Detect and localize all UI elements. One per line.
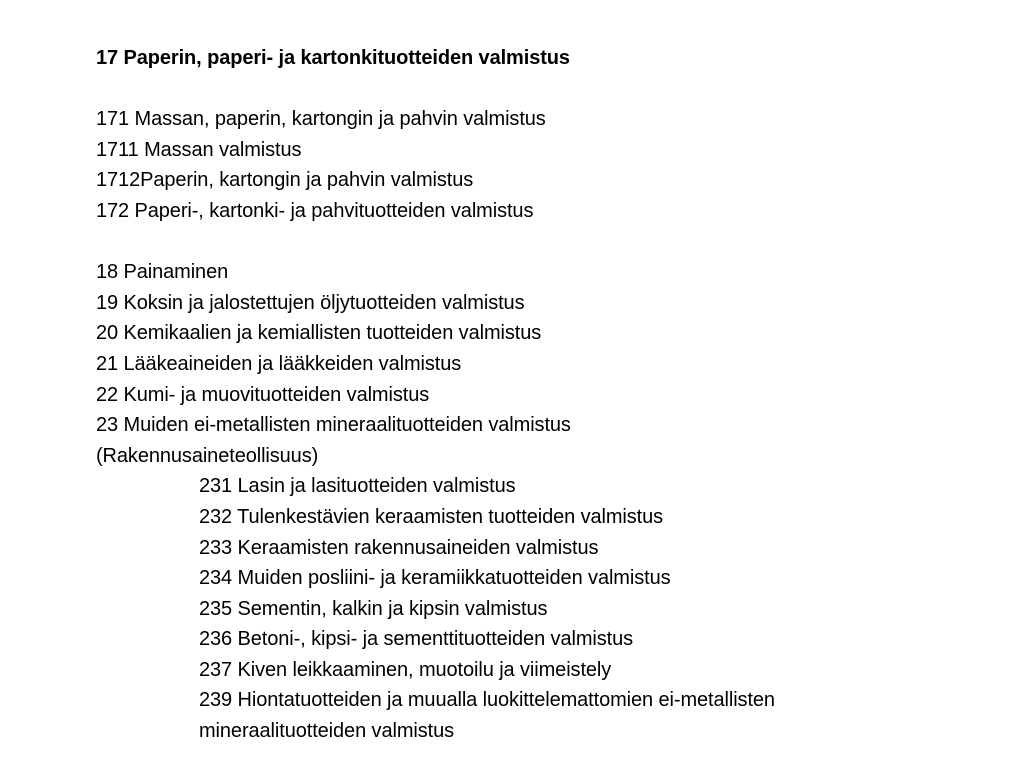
sub-item-234: 234 Muiden posliini- ja keramiikkatuotteiden valmistus	[199, 567, 671, 590]
list-item-19: 19 Koksin ja jalostettujen öljytuotteiden valmistus	[96, 291, 525, 314]
list-item-23-note: (Rakennusaineteollisuus)	[96, 444, 319, 467]
list-item-171: 171 Massan, paperin, kartongin ja pahvin valmistus	[96, 108, 546, 131]
list-item-20: 20 Kemikaalien ja kemiallisten tuotteiden valmistus	[96, 322, 542, 345]
list-item-1711: 1711 Massan valmistus	[96, 138, 302, 161]
sub-item-239-cont: mineraalituotteiden valmistus	[199, 720, 455, 743]
list-item-21: 21 Lääkeaineiden ja lääkkeiden valmistus	[96, 352, 462, 375]
sub-item-235: 235 Sementin, kalkin ja kipsin valmistus	[199, 597, 548, 620]
sub-item-232: 232 Tulenkestävien keraamisten tuotteiden valmistus	[199, 505, 664, 528]
sub-item-239: 239 Hiontatuotteiden ja muualla luokittelemattomien ei-metallisten	[199, 689, 775, 712]
list-item-172: 172 Paperi-, kartonki- ja pahvituotteiden valmistus	[96, 199, 534, 222]
list-item-18: 18 Painaminen	[96, 261, 229, 284]
slide-content	[96, 43, 976, 747]
sub-item-231: 231 Lasin ja lasituotteiden valmistus	[199, 475, 516, 498]
spacer	[96, 227, 976, 258]
list-item-1712: 1712Paperin, kartongin ja pahvin valmistus	[96, 169, 474, 192]
spacer	[96, 74, 976, 105]
list-item-22: 22 Kumi- ja muovituotteiden valmistus	[96, 383, 430, 406]
sub-item-233: 233 Keraamisten rakennusaineiden valmistus	[199, 536, 599, 559]
sub-item-237: 237 Kiven leikkaaminen, muotoilu ja viimeistely	[199, 658, 612, 681]
list-item-23: 23 Muiden ei-metallisten mineraalituotteiden valmistus	[96, 414, 571, 437]
sub-item-236: 236 Betoni-, kipsi- ja sementtituotteiden valmistus	[199, 628, 634, 651]
heading: 17 Paperin, paperi- ja kartonkituotteiden valmistus	[96, 47, 570, 69]
